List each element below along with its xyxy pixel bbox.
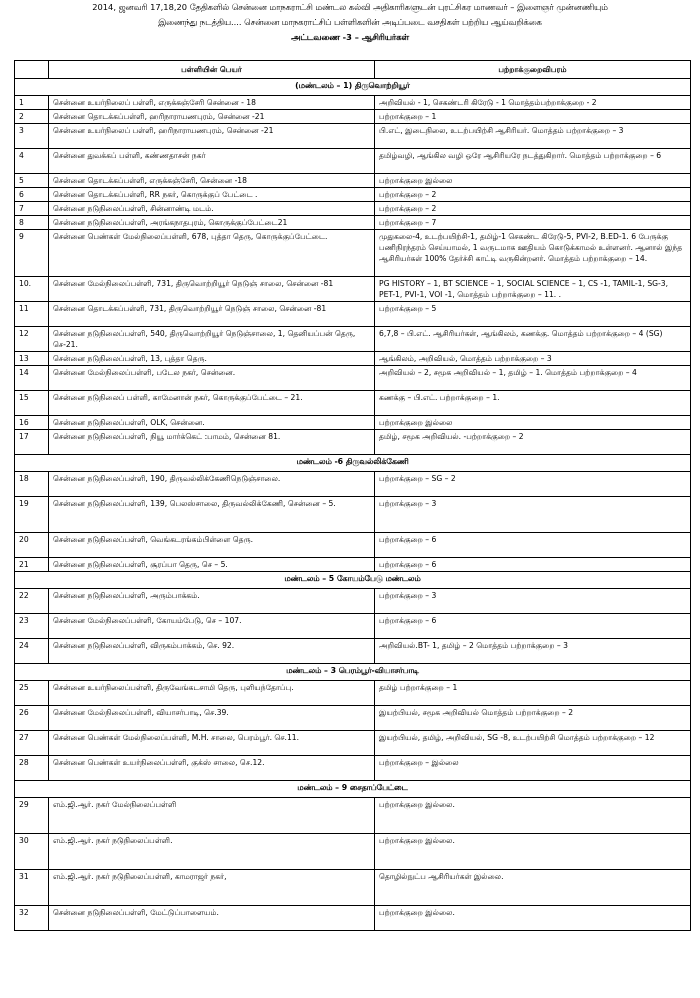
- table-row: [15, 416, 691, 430]
- row-number: 28: [15, 756, 49, 781]
- table-row: [15, 589, 691, 614]
- table-row: [15, 352, 691, 366]
- row-number: 27: [15, 731, 49, 756]
- table-row: [15, 366, 691, 391]
- shortage-detail: பற்றாக்குறை இல்லை: [375, 174, 691, 188]
- row-number: 10.: [15, 277, 49, 302]
- table-row: [15, 681, 691, 706]
- school-name: சென்னை நடுநிலைப்பள்ளி, 540, திருவொற்றியூர் நெடுஞ்சாலை, 1, தெனியப்பன் தெரு, செ-21.: [49, 327, 375, 352]
- school-name: சென்னை நடுநிலைப்பள்ளி, 139, பெலஸ்சாலை, திருவல்லிக்கேணி, சென்னை – 5.: [49, 497, 375, 533]
- shortage-detail: இயற்பியல், சமூக அறிவியல் மொத்தம் பற்றாக்குறை – 2: [375, 706, 691, 731]
- shortage-detail: பற்றாக்குறை – 2: [375, 202, 691, 216]
- school-name: சென்னை நடுநிலைப்பள்ளி, விருகம்பாக்கம், செ. 92.: [49, 639, 375, 664]
- row-number: 12: [15, 327, 49, 352]
- row-number: 25: [15, 681, 49, 706]
- table-row: [15, 230, 691, 277]
- table-row: [15, 302, 691, 327]
- table-row: [15, 614, 691, 639]
- school-name: சென்னை நடுநிலைப்பள்ளி, அரங்கநாதபுரம், கொருக்குப்பேட்டை21: [49, 216, 375, 230]
- table-row: [15, 639, 691, 664]
- row-number: 30: [15, 834, 49, 870]
- shortage-detail: பற்றாக்குறை – SG – 2: [375, 472, 691, 497]
- school-name: சென்னை உயர்நிலைப் பள்ளி, எருக்கஞ்சேரி சென்னை - 18: [49, 96, 375, 110]
- shortage-detail: பற்றாக்குறை இல்லை.: [375, 906, 691, 931]
- school-name: சென்னை பெண்கள் மேல்நிலைப்பள்ளி, M.H. சாலை, பெரம்பூர். செ.11.: [49, 731, 375, 756]
- school-name: சென்னை நடுநிலைப்பள்ளி, வெங்கடரங்கம்பிள்ளை தெரு.: [49, 533, 375, 558]
- table-row: [15, 149, 691, 174]
- row-number: 1: [15, 96, 49, 110]
- header-col-number: [15, 61, 49, 79]
- shortage-detail: பற்றாக்குறை இல்லை.: [375, 834, 691, 870]
- shortage-detail: பற்றாக்குறை – 6: [375, 558, 691, 572]
- table-row: [15, 430, 691, 455]
- row-number: 4: [15, 149, 49, 174]
- teachers-shortage-table: [14, 60, 691, 931]
- school-name: சென்னை நடுநிலைப்பள்ளி, OLK, சென்னை.: [49, 416, 375, 430]
- row-number: 13: [15, 352, 49, 366]
- shortage-detail: PG HISTORY – 1, BT SCIENCE – 1, SOCIAL SCIENCE – 1, CS -1, TAMIL-1, SG-3, PET-1, PVI-1, VOI -1, மொத்தம் பற்றாக்குறை – 11. .: [375, 277, 691, 302]
- table-row: [15, 188, 691, 202]
- table-row: [15, 798, 691, 834]
- school-name: எம்.ஜி.ஆர். நகர் நடுநிலைப்பள்ளி, காமராஜர் நகர்,: [49, 870, 375, 906]
- shortage-detail: தமிழ்வழி, ஆங்கில வழி ஒரே ஆசிரியரே நடத்துகிறார். மொத்தம் பற்றாக்குறை – 6: [375, 149, 691, 174]
- row-number: 21: [15, 558, 49, 572]
- table-row: [15, 834, 691, 870]
- table-row: [15, 558, 691, 572]
- shortage-detail: பற்றாக்குறை இல்லை.: [375, 798, 691, 834]
- school-name: சென்னை நடுநிலைப்பள்ளி, 13, புத்தா தெரு.: [49, 352, 375, 366]
- zone-title: மண்டலம் -6 திருவல்லிக்கேணி: [15, 455, 691, 472]
- row-number: 3: [15, 124, 49, 149]
- row-number: 6: [15, 188, 49, 202]
- shortage-detail: பற்றாக்குறை – 6: [375, 533, 691, 558]
- school-name: சென்னை நடுநிலைப்பள்ளி, அரும்பாக்கம்.: [49, 589, 375, 614]
- shortage-detail: பற்றாக்குறை – 1: [375, 110, 691, 124]
- table-row: [15, 110, 691, 124]
- row-number: 29: [15, 798, 49, 834]
- shortage-detail: முதுகலை-4, உடற்பயிற்சி-1, தமிழ்-1 செகண்ட கிரேடு-5, PVI-2, B.ED-1. 6 பேருக்கு பணிநிரந்தரம் செய்யாமல், 1 வருடமாக ஊதியம் கொடுக்காமல் உள்ளனர். ஆனால் இந்த ஆசிரியர்கள் 100% தேர்ச்சி காட்டி வருகின்றனர். மொத்தம் பற்றாக்குறை – 14.: [375, 230, 691, 277]
- table-row: [15, 202, 691, 216]
- school-name: சென்னை பெண்கள் உயர்நிலைப்பள்ளி, குக்ஸ் சாலை, செ.12.: [49, 756, 375, 781]
- school-name: சென்னை மேல்நிலைப்பள்ளி, படேல நகர், சென்னை.: [49, 366, 375, 391]
- shortage-detail: தொழில்நுட்ப ஆசிரியர்கள் இல்லை.: [375, 870, 691, 906]
- table-row: [15, 756, 691, 781]
- school-name: சென்னை நடுநிலைப்பள்ளி, மேட்டுப்பாளையம்.: [49, 906, 375, 931]
- school-name: சென்னை தொடக்கப்பள்ளி, 731, திருவொற்றியூர் நெடுஞ் சாலை, சென்னை -81: [49, 302, 375, 327]
- school-name: சென்னை நடுநிலைப்பள்ளி, நியூ மார்க்கெட் :பாமம், சென்னை 81.: [49, 430, 375, 455]
- shortage-detail: பி.எட், இடைநிலை, உடற்பயிற்சி ஆசிரியர். மொத்தம் பற்றாக்குறை – 3: [375, 124, 691, 149]
- table-row: [15, 277, 691, 302]
- shortage-detail: அறிவியல்.BT- 1, தமிழ் – 2 மொத்தம் பற்றாக்குறை – 3: [375, 639, 691, 664]
- school-name: சென்னை உயர்நிலைப்பள்ளி, திருவேங்கடசாமி தெரு, புளியந்தோப்பு.: [49, 681, 375, 706]
- school-name: சென்னை தொடக்கப்பள்ளி, ஹரிநாராயணபுரம், சென்னை -21: [49, 110, 375, 124]
- table-header-row: [15, 61, 691, 79]
- table-caption: அட்டவணை -3 – ஆசிரியர்கள்: [290, 32, 409, 42]
- shortage-detail: பற்றாக்குறை – 3: [375, 589, 691, 614]
- header-line-1: 2014, ஜனவரி 17,18,20 தேதிகளில் சென்னை மாநகராட்சி மண்டல கல்வி அதிகாரிகளுடன் புரட்சிகர மாணவர் – இளைஞர் முன்னணியும்: [92, 2, 608, 12]
- shortage-detail: பற்றாக்குறை – 6: [375, 614, 691, 639]
- row-number: 26: [15, 706, 49, 731]
- school-name: எம்.ஜி.ஆர். நகர் நடுநிலைப்பள்ளி.: [49, 834, 375, 870]
- row-number: 19: [15, 497, 49, 533]
- school-name: சென்னை தொடக்கப்பள்ளி, RR நகர், கொருக்குப் பேட்டை .: [49, 188, 375, 202]
- table-row: [15, 96, 691, 110]
- shortage-detail: அறிவியல் – 2, சமூக அறிவியல் – 1, தமிழ் – 1. மொத்தம் பற்றாக்குறை – 4: [375, 366, 691, 391]
- school-name: சென்னை மேல்நிலைப்பள்ளி, வியாசர்பாடி, செ.39.: [49, 706, 375, 731]
- row-number: 18: [15, 472, 49, 497]
- table-row: [15, 706, 691, 731]
- table-row: [15, 497, 691, 533]
- shortage-detail: தமிழ், சமூக அறிவியல். -பற்றாக்குறை – 2: [375, 430, 691, 455]
- zone-row: [15, 781, 691, 798]
- zone-title: (மண்டலம் – 1) திருவொற்றியூர்: [15, 79, 691, 96]
- row-number: 15: [15, 391, 49, 416]
- school-name: சென்னை நடுநிலைப்பள்ளி, 190, திருவல்லிக்கேணிநெடுஞ்சாலை.: [49, 472, 375, 497]
- shortage-detail: பற்றாக்குறை – இல்லை: [375, 756, 691, 781]
- document-header: [0, 0, 700, 45]
- shortage-detail: பற்றாக்குறை இல்லை: [375, 416, 691, 430]
- school-name: எம்.ஜி.ஆர். நகர் மேல்நிலைப்பள்ளி: [49, 798, 375, 834]
- shortage-detail: 6,7,8 – பி.எட். ஆசிரியர்கள், ஆங்கிலம், கணக்கு. மொத்தம் பற்றாக்குறை – 4 (SG): [375, 327, 691, 352]
- row-number: 14: [15, 366, 49, 391]
- row-number: 5: [15, 174, 49, 188]
- row-number: 11: [15, 302, 49, 327]
- zone-row: [15, 572, 691, 589]
- row-number: 9: [15, 230, 49, 277]
- table-row: [15, 174, 691, 188]
- table-row: [15, 391, 691, 416]
- table-row: [15, 906, 691, 931]
- school-name: சென்னை பெண்கள் மேல்நிலைப்பள்ளி, 678, புத்தா தெரு, கொருக்குப்பேட்டை.: [49, 230, 375, 277]
- row-number: 16: [15, 416, 49, 430]
- shortage-detail: தமிழ் பற்றாக்குறை – 1: [375, 681, 691, 706]
- shortage-detail: ஆங்கிலம், அறிவியல், மொத்தம் பற்றாக்குறை – 3: [375, 352, 691, 366]
- zone-row: [15, 79, 691, 96]
- table-row: [15, 533, 691, 558]
- row-number: 7: [15, 202, 49, 216]
- row-number: 31: [15, 870, 49, 906]
- shortage-detail: பற்றாக்குறை – 2: [375, 188, 691, 202]
- shortage-detail: அறிவியல் - 1, செகண்டரி கிரேடு - 1 மொத்தம்பற்றாக்குறை - 2: [375, 96, 691, 110]
- header-line-2: இணைந்து நடத்திய.... சென்னை மாநகராட்சிப் பள்ளிகளின் அடிப்படை வசதிகள் பற்றிய ஆய்வறிக்கை: [158, 17, 542, 27]
- school-name: சென்னை மேல்நிலைப்பள்ளி, 731, திருவொற்றியூர் நெடுஞ் சாலை, சென்னை -81: [49, 277, 375, 302]
- header-col-shortage-details: பற்றாக்குறைவிபரம்: [375, 61, 691, 79]
- table-row: [15, 124, 691, 149]
- table-row: [15, 731, 691, 756]
- row-number: 23: [15, 614, 49, 639]
- school-name: சென்னை மேல்நிலைப்பள்ளி, கோயம்பேடு, செ – 107.: [49, 614, 375, 639]
- zone-row: [15, 664, 691, 681]
- table-row: [15, 870, 691, 906]
- shortage-detail: பற்றாக்குறை – 7: [375, 216, 691, 230]
- row-number: 17: [15, 430, 49, 455]
- shortage-detail: பற்றாக்குறை – 3: [375, 497, 691, 533]
- school-name: சென்னை துவக்கப் பள்ளி, கண்ணதாசன் நகர்: [49, 149, 375, 174]
- row-number: 24: [15, 639, 49, 664]
- table-body: [15, 79, 691, 931]
- shortage-detail: பற்றாக்குறை – 5: [375, 302, 691, 327]
- table-row: [15, 216, 691, 230]
- zone-row: [15, 455, 691, 472]
- row-number: 22: [15, 589, 49, 614]
- school-name: சென்னை நடுநிலைப் பள்ளி, காமேனான் நகர், கொருக்குப்பேட்டை – 21.: [49, 391, 375, 416]
- table-row: [15, 327, 691, 352]
- row-number: 32: [15, 906, 49, 931]
- row-number: 20: [15, 533, 49, 558]
- shortage-detail: இயற்பியல், தமிழ், அறிவியல், SG -8, உடற்பயிற்சி மொத்தம் பற்றாக்குறை – 12: [375, 731, 691, 756]
- school-name: சென்னை உயர்நிலைப் பள்ளி, ஹரிநாராயணபுரம், சென்னை -21: [49, 124, 375, 149]
- zone-title: மண்டலம் – 5 கோயம்பேடு மண்டலம்: [15, 572, 691, 589]
- zone-title: மண்டலம் – 9 சைதாப்பேட்டை: [15, 781, 691, 798]
- header-col-school-name: பள்ளியின் பெயர்: [49, 61, 375, 79]
- shortage-detail: கணக்கு – பி.எட். பற்றாக்குறை – 1.: [375, 391, 691, 416]
- row-number: 8: [15, 216, 49, 230]
- school-name: சென்னை நடுநிலைப்பள்ளி, சூரப்பா தெரு, செ – 5.: [49, 558, 375, 572]
- school-name: சென்னை நடுநிலைப்பள்ளி, சின்னாண்டி மடம்.: [49, 202, 375, 216]
- zone-title: மண்டலம் – 3 பெரம்பூர்-வியாசர்பாடி: [15, 664, 691, 681]
- table-row: [15, 472, 691, 497]
- row-number: 2: [15, 110, 49, 124]
- school-name: சென்னை தொடக்கப்பள்ளி, எருக்கஞ்சேரி, சென்னை -18: [49, 174, 375, 188]
